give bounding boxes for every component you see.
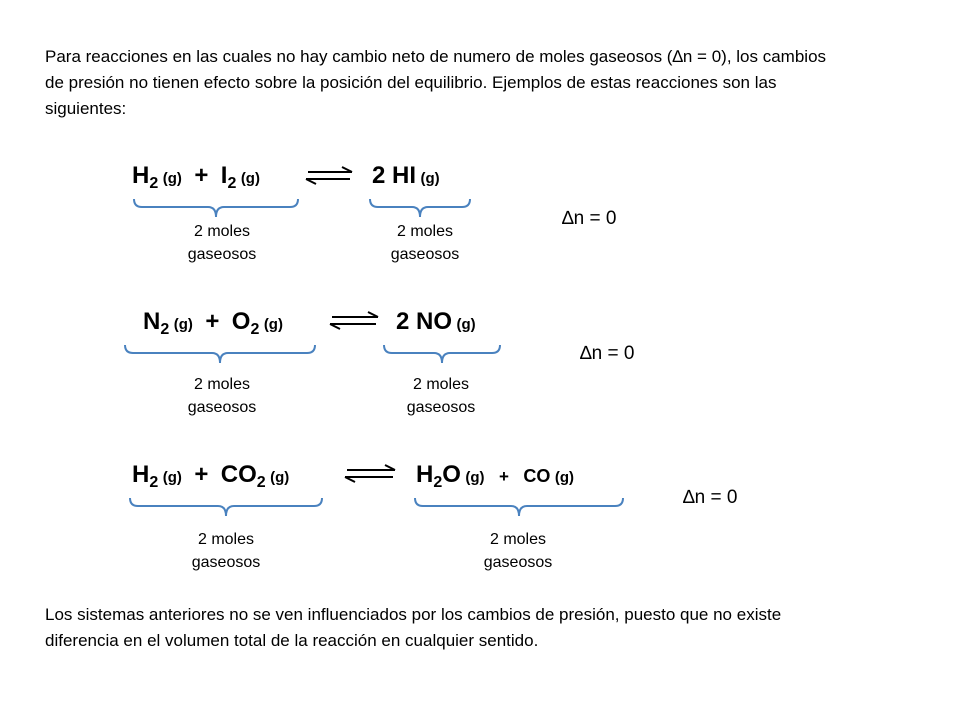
moles-label: 2 moles gaseosos [187,376,257,416]
delta-n-label: ∆n = 0 [580,343,635,364]
brace-icon [382,343,502,367]
brace-icon [132,197,300,221]
equilibrium-arrow-icon [328,311,380,331]
product-co: CO [523,466,551,486]
moles-label: 2 moles gaseosos [483,531,553,571]
moles-label: 2 moles gaseosos [390,223,460,263]
reactant-co2: $CO_2$ [220,461,266,491]
reaction-1-product: 2 HI (g) [372,162,440,189]
delta-n-label: ∆n = 0 [562,208,617,229]
reaction-2-equation: $N_2$ $(g) + O_2$ (g) [143,308,283,338]
delta-n-label: ∆n = 0 [683,487,738,508]
reactant-i: $I_2$ [220,162,237,192]
moles-label: 2 moles gaseosos [187,223,257,263]
reaction-3-equation: $H_2$ $(g) + CO_2$ (g) [132,461,290,491]
intro-paragraph: Para reacciones en las cuales no hay cambio neto de numero de moles gaseosos (∆n = 0), los cambios de presión no tienen efecto sobre la posición del equilibrio. Ejemplos de estas reacciones son las siguientes: [45,47,827,118]
reaction-3-products: $H_2O$ (g) + CO (g) [416,461,574,491]
equilibrium-arrow-icon [343,464,397,484]
reaction-1-equation: $H_2$ $(g) + I_2$ (g) [132,162,260,192]
moles-label: 2 moles gaseosos [191,531,261,571]
brace-icon [123,343,317,367]
reactant-h: $H_2$ [132,162,159,192]
conclusion-paragraph: Los sistemas anteriores no se ven influenciados por los cambios de presión, puesto que no existe diferencia en el volumen total de la reacción en cualquier sentido. [45,605,782,650]
product-h2o: $H_2O$ [416,461,461,491]
brace-icon [413,496,625,520]
moles-label: 2 moles gaseosos [406,376,476,416]
brace-icon [128,496,324,520]
reactant-n: $N_2$ [143,308,170,338]
reactant-o: $O_2$ [231,308,260,338]
reaction-2-product: 2 NO (g) [396,308,476,335]
brace-icon [368,197,472,221]
reactant-h: $H_2$ [132,461,159,491]
equilibrium-arrow-icon [304,166,354,186]
